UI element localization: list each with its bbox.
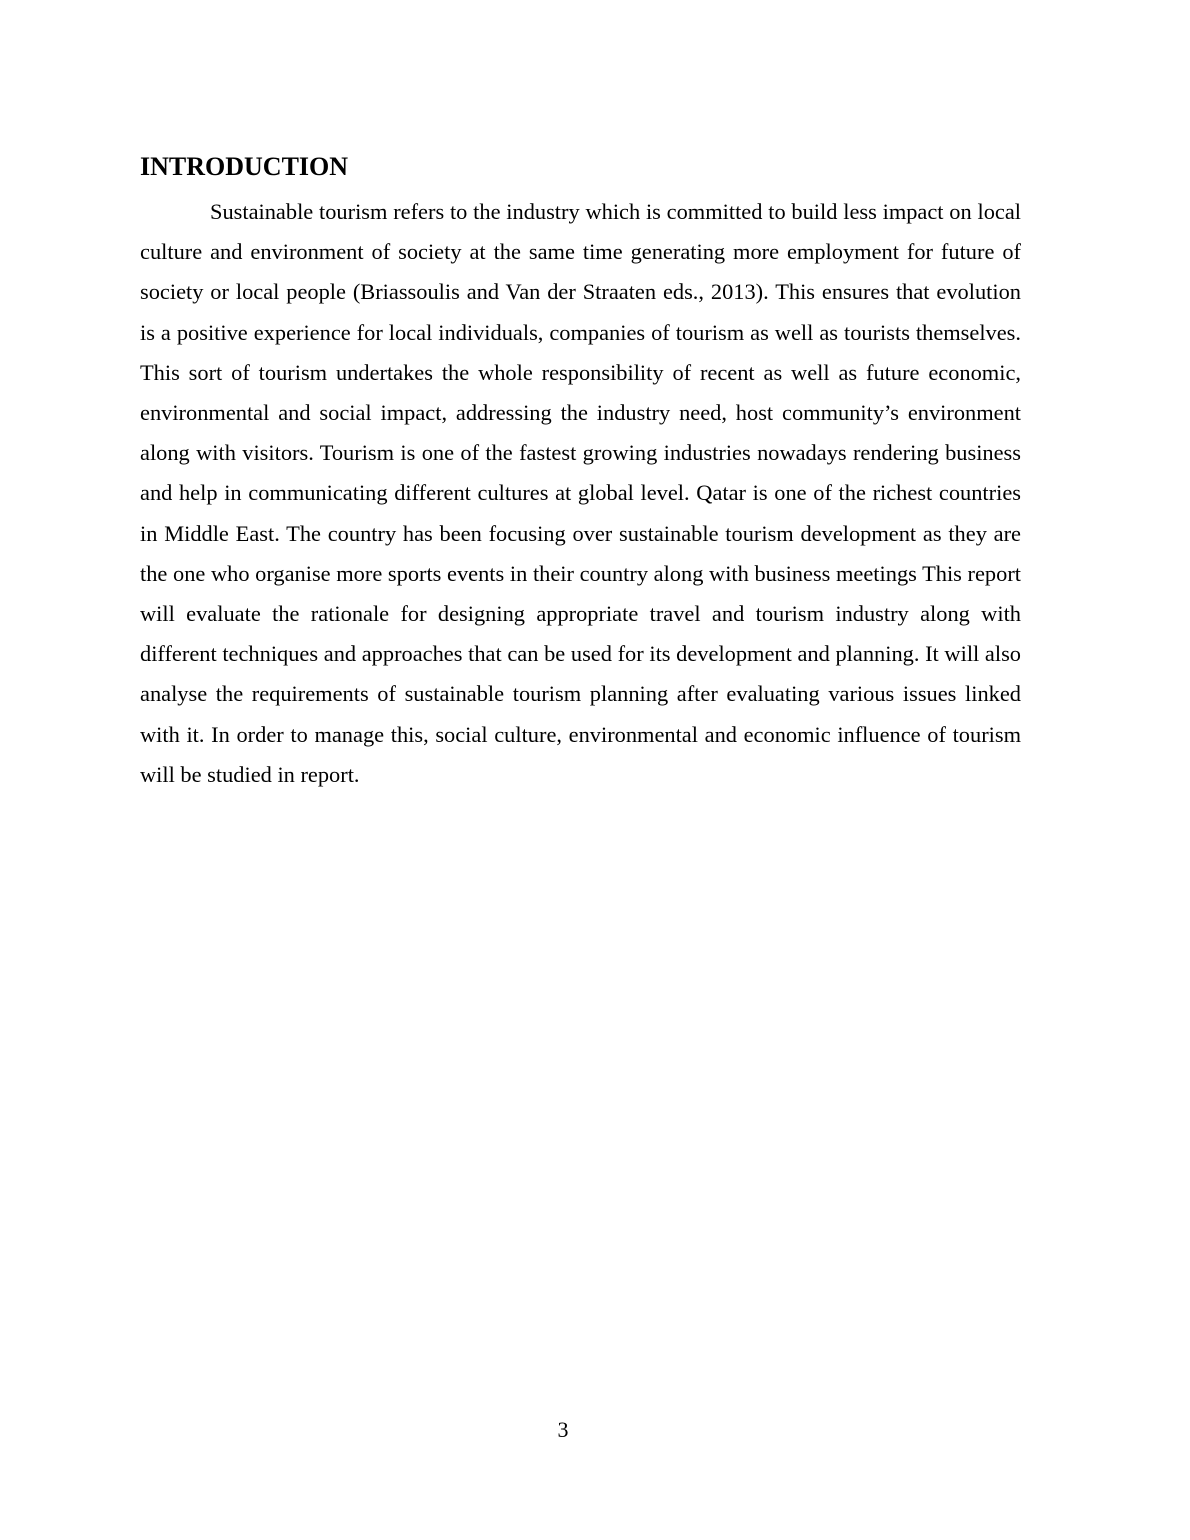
body-paragraph: Sustainable tourism refers to the industry which is committed to build less impact on local culture and environment of society at the same time generating more employment for future of society or local people (Briassoulis and Van der Straaten eds., 2013). This ensures that evolution is a positive experience for local individuals, companies of tourism as well as tourists themselves. This sort of tourism undertakes the whole responsibility of recent as well as future economic, environmental and social impact, addressing the industry need, host community’s environment along with visitors. Tourism is one of the fastest growing industries nowadays rendering business and help in communicating different cultures at global level. Qatar is one of the richest countries in Middle East. The country has been focusing over sustainable tourism development as they are the one who organise more sports events in their country along with business meetings This report will evaluate the rationale for designing appropriate travel and tourism industry along with different techniques and approaches that can be used for its development and planning. It will also analyse the requirements of sustainable tourism planning after evaluating various issues linked with it. In order to manage this, social culture, environmental and economic influence of tourism will be studied in report. bbox=[140, 199, 1021, 787]
page-number: 3 bbox=[557, 1417, 569, 1442]
section-heading: INTRODUCTION bbox=[140, 152, 349, 181]
